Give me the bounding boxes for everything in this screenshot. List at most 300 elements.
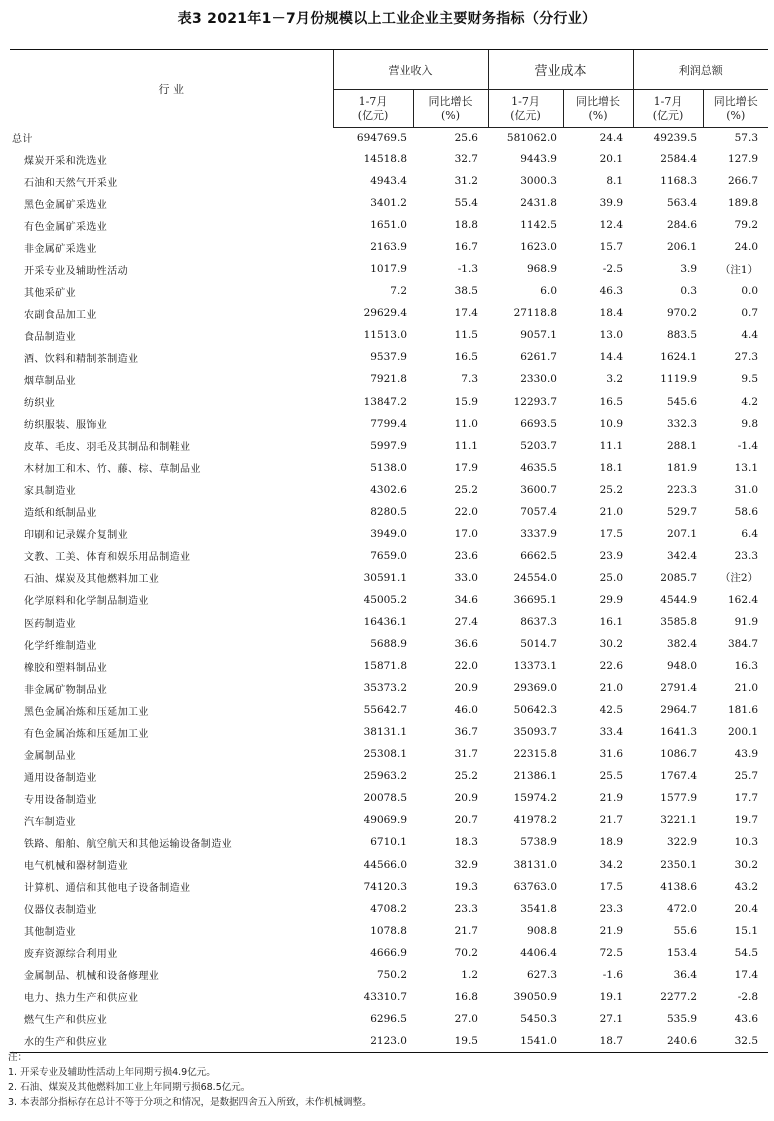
cost-value: 581062.0 xyxy=(506,132,557,144)
cost-value: 9057.1 xyxy=(520,329,557,342)
cost-growth: 23.3 xyxy=(599,902,624,915)
cost-growth: 18.1 xyxy=(599,461,624,474)
profit-value: 2350.1 xyxy=(660,858,698,871)
profit-value: 342.4 xyxy=(666,549,698,562)
profit-growth: 17.4 xyxy=(734,968,759,981)
revenue-value: 6710.1 xyxy=(370,836,407,849)
financial-indicators-table xyxy=(10,49,768,1053)
industry-name: 石油和天然气开采业 xyxy=(24,177,118,189)
revenue-value: 4666.9 xyxy=(370,946,407,959)
revenue-value: 35373.2 xyxy=(363,682,407,695)
revenue-growth: 17.9 xyxy=(454,461,478,474)
cost-value: 15974.2 xyxy=(513,792,557,805)
profit-growth: 10.3 xyxy=(734,836,759,849)
industry-name: 石油、煤炭及其他燃料加工业 xyxy=(24,574,160,586)
profit-growth: 9.5 xyxy=(741,373,759,386)
industry-name: 燃气生产和供应业 xyxy=(24,1015,108,1027)
revenue-growth: 23.6 xyxy=(454,549,478,562)
table-row xyxy=(10,633,768,655)
revenue-group-header: 营业收入 xyxy=(333,50,488,90)
revenue-growth: 16.7 xyxy=(454,241,478,254)
industry-name: 印刷和记录媒介复制业 xyxy=(24,530,128,542)
cost-value: 968.9 xyxy=(526,263,557,276)
table-row xyxy=(10,1008,768,1030)
profit-growth: 17.7 xyxy=(734,792,759,805)
cost-growth: 14.4 xyxy=(599,351,624,364)
revenue-growth: 32.9 xyxy=(454,858,478,871)
revenue-growth: 11.5 xyxy=(454,329,478,342)
table-row xyxy=(10,854,768,876)
table-row xyxy=(10,523,768,545)
revenue-growth: 11.0 xyxy=(454,417,478,430)
cost-value: 3000.3 xyxy=(520,175,557,188)
cost-value: 3600.7 xyxy=(520,483,557,496)
table-title: 表3 2021年1－7月份规模以上工业企业主要财务指标（分行业） xyxy=(177,11,597,27)
profit-growth: 4.2 xyxy=(741,395,759,408)
table-row xyxy=(10,280,768,302)
revenue-value: 9537.9 xyxy=(370,351,407,364)
profit-growth: 181.6 xyxy=(727,704,759,717)
revenue-growth: 38.5 xyxy=(454,285,478,298)
industry-name: 木材加工和木、竹、藤、棕、草制品业 xyxy=(24,464,201,476)
revenue-value: 3401.2 xyxy=(370,197,407,210)
cost-value: 22315.8 xyxy=(513,748,557,761)
industry-name: 非金属矿采选业 xyxy=(24,243,97,255)
table-row xyxy=(10,236,768,258)
profit-value: 2277.2 xyxy=(660,990,698,1003)
profit-value: 1119.9 xyxy=(660,373,698,386)
cost-value: 8637.3 xyxy=(520,616,557,628)
revenue-growth: 22.0 xyxy=(454,660,478,673)
profit-value: 472.0 xyxy=(666,902,698,915)
cost-growth: 3.2 xyxy=(606,373,624,386)
revenue-growth: 20.9 xyxy=(454,792,478,805)
industry-name: 总计 xyxy=(12,134,33,146)
cost-value: 7057.4 xyxy=(520,505,557,518)
table-row xyxy=(10,920,768,942)
cost-growth: 25.2 xyxy=(599,483,624,496)
profit-value: 322.9 xyxy=(666,836,698,849)
cost-growth: 18.9 xyxy=(599,836,624,849)
profit-growth: 91.9 xyxy=(734,616,759,628)
cost-growth: 21.9 xyxy=(599,792,624,805)
cost-growth: -2.5 xyxy=(602,263,624,276)
profit-growth: 0.0 xyxy=(741,285,759,298)
cost-value: 9443.9 xyxy=(520,153,557,166)
revenue-value: 11513.0 xyxy=(363,329,407,342)
profit-value: 535.9 xyxy=(666,1012,698,1025)
profit-growth: 27.3 xyxy=(734,351,759,364)
industry-name: 纺织业 xyxy=(24,398,56,410)
industry-name: 专用设备制造业 xyxy=(24,794,97,806)
cost-value: 6.0 xyxy=(540,285,557,298)
profit-growth: 6.4 xyxy=(741,527,759,540)
revenue-growth: 20.7 xyxy=(454,814,478,827)
revenue-value: 45005.2 xyxy=(363,593,407,606)
profit-growth: 43.6 xyxy=(734,1012,759,1025)
revenue-value: 694769.5 xyxy=(356,132,407,144)
cost-value: 3337.9 xyxy=(520,527,557,540)
profit-growth: 43.2 xyxy=(734,880,759,893)
cost-value: 27118.8 xyxy=(513,307,557,320)
revenue-growth: 17.0 xyxy=(454,527,478,540)
profit-value: 288.1 xyxy=(666,439,698,452)
profit-value: 3585.8 xyxy=(660,616,698,628)
profit-value: 1767.4 xyxy=(660,770,698,783)
revenue-value: 7659.0 xyxy=(370,549,407,562)
cost-value: 3541.8 xyxy=(520,902,557,915)
revenue-growth: 25.2 xyxy=(454,770,478,783)
industry-name: 金属制品业 xyxy=(24,750,76,762)
industry-name: 橡胶和塑料制品业 xyxy=(24,662,108,674)
profit-growth: 266.7 xyxy=(727,175,759,188)
profit-value: 181.9 xyxy=(666,461,698,474)
revenue-value: 7799.4 xyxy=(370,417,407,430)
revenue-value: 55642.7 xyxy=(363,704,407,717)
cost-growth: 25.5 xyxy=(599,770,624,783)
profit-value: 2085.7 xyxy=(660,571,698,584)
profit-growth: （注1） xyxy=(719,263,759,276)
industry-name: 皮革、毛皮、羽毛及其制品和制鞋业 xyxy=(24,442,191,454)
table-row xyxy=(10,258,768,280)
cost-growth: 21.9 xyxy=(599,924,624,937)
revenue-period-header: 1-7月 (亿元) xyxy=(333,90,413,128)
profit-growth: 32.5 xyxy=(703,1030,768,1053)
cost-growth: 21.7 xyxy=(599,814,624,827)
cost-value: 36695.1 xyxy=(513,593,557,606)
profit-value: 55.6 xyxy=(673,924,698,937)
profit-growth: 189.8 xyxy=(727,197,759,210)
revenue-growth: 46.0 xyxy=(454,704,478,717)
table-row xyxy=(10,545,768,567)
revenue-growth: 36.7 xyxy=(454,726,478,739)
revenue-growth: 18.3 xyxy=(454,836,478,849)
industry-name: 文教、工美、体育和娱乐用品制造业 xyxy=(24,552,191,564)
industry-name: 开采专业及辅助性活动 xyxy=(24,265,128,277)
cost-growth: 46.3 xyxy=(599,285,624,298)
cost-growth: 13.0 xyxy=(599,329,624,342)
cost-value: 627.3 xyxy=(526,968,557,981)
revenue-growth: 22.0 xyxy=(454,505,478,518)
table-row xyxy=(10,435,768,457)
table-row xyxy=(10,501,768,523)
table-row xyxy=(10,831,768,853)
revenue-growth: 32.7 xyxy=(454,153,478,166)
table-row xyxy=(10,699,768,721)
profit-growth: 54.5 xyxy=(734,946,759,959)
cost-growth: 11.1 xyxy=(599,439,624,452)
revenue-growth: 34.6 xyxy=(454,593,478,606)
cost-value: 24554.0 xyxy=(513,571,557,584)
cost-value: 39050.9 xyxy=(513,990,557,1003)
cost-growth: 18.4 xyxy=(599,307,624,320)
table-row xyxy=(10,986,768,1008)
revenue-value: 49069.9 xyxy=(363,814,407,827)
cost-value: 6662.5 xyxy=(520,549,557,562)
industry-name: 有色金属冶炼和压延加工业 xyxy=(24,728,149,740)
revenue-value: 13847.2 xyxy=(363,395,407,408)
footnote-line: 注： xyxy=(8,1052,28,1063)
profit-value: 382.4 xyxy=(666,638,698,651)
profit-value: 223.3 xyxy=(666,483,698,496)
industry-name: 酒、饮料和精制茶制造业 xyxy=(24,353,139,365)
cost-growth: 31.6 xyxy=(599,748,624,761)
cost-value: 5738.9 xyxy=(520,836,557,849)
revenue-value: 2123.0 xyxy=(333,1030,413,1053)
revenue-value: 30591.1 xyxy=(363,571,407,584)
table-row xyxy=(10,302,768,324)
revenue-value: 25308.1 xyxy=(363,748,407,761)
profit-value: 970.2 xyxy=(666,307,698,320)
cost-value: 5450.3 xyxy=(520,1012,557,1025)
cost-growth: -1.6 xyxy=(602,968,624,981)
revenue-growth: 23.3 xyxy=(454,902,478,915)
profit-growth-header: 同比增长 (%) xyxy=(703,90,768,128)
industry-name: 电气机械和器材制造业 xyxy=(24,861,128,873)
cost-growth: 8.1 xyxy=(606,175,624,188)
profit-value: 1086.7 xyxy=(660,748,698,761)
profit-value: 4138.6 xyxy=(660,880,698,893)
revenue-value: 38131.1 xyxy=(363,726,407,739)
footnotes xyxy=(8,1050,372,1110)
cost-value: 35093.7 xyxy=(513,726,557,739)
profit-value: 529.7 xyxy=(666,505,698,518)
revenue-value: 7.2 xyxy=(390,285,407,298)
cost-growth: 12.4 xyxy=(599,219,624,232)
profit-growth: -1.4 xyxy=(737,439,759,452)
revenue-growth: 31.7 xyxy=(454,748,478,761)
revenue-growth: 19.3 xyxy=(454,880,478,893)
profit-growth: 200.1 xyxy=(727,726,759,739)
table-row xyxy=(10,391,768,413)
footnote-line: 1. 开采专业及辅助性活动上年同期亏损4.9亿元。 xyxy=(8,1067,216,1078)
revenue-value: 29629.4 xyxy=(363,307,407,320)
profit-value: 2791.4 xyxy=(660,682,698,695)
profit-growth: 79.2 xyxy=(734,219,759,232)
revenue-value: 8280.5 xyxy=(370,505,407,518)
industry-name: 电力、热力生产和供应业 xyxy=(24,993,139,1005)
revenue-value: 25963.2 xyxy=(363,770,407,783)
table-row xyxy=(10,192,768,214)
profit-value: 36.4 xyxy=(673,968,698,981)
industry-name: 烟草制品业 xyxy=(24,375,76,387)
cost-growth: 30.2 xyxy=(599,638,624,651)
revenue-value: 1651.0 xyxy=(370,219,407,232)
revenue-growth: 7.3 xyxy=(461,373,478,386)
profit-value: 4544.9 xyxy=(660,593,698,606)
table-row xyxy=(10,368,768,390)
cost-value: 63763.0 xyxy=(513,880,557,893)
profit-growth: 30.2 xyxy=(734,858,759,871)
cost-value: 38131.0 xyxy=(513,858,557,871)
revenue-growth: 15.9 xyxy=(454,395,478,408)
table-row xyxy=(10,765,768,787)
profit-growth: 57.3 xyxy=(734,132,759,144)
footnote-line: 2. 石油、煤炭及其他燃料加工业上年同期亏损68.5亿元。 xyxy=(8,1082,251,1093)
profit-value: 207.1 xyxy=(666,527,698,540)
industry-name: 造纸和纸制品业 xyxy=(24,508,97,520)
profit-growth: 19.7 xyxy=(734,814,759,827)
revenue-value: 7921.8 xyxy=(370,373,407,386)
profit-group-header: 利润总额 xyxy=(633,50,768,90)
revenue-growth: 20.9 xyxy=(454,682,478,695)
revenue-growth: 27.0 xyxy=(454,1012,478,1025)
cost-growth: 25.0 xyxy=(599,571,624,584)
profit-value: 1577.9 xyxy=(660,792,698,805)
profit-value: 332.3 xyxy=(666,417,698,430)
industry-name: 非金属矿物制品业 xyxy=(24,684,108,696)
table-row xyxy=(10,170,768,192)
industry-name: 计算机、通信和其他电子设备制造业 xyxy=(24,883,191,895)
cost-value: 13373.1 xyxy=(513,660,557,673)
cost-growth: 17.5 xyxy=(599,880,624,893)
profit-growth: 24.0 xyxy=(734,241,759,254)
revenue-growth: 16.5 xyxy=(454,351,478,364)
table-row xyxy=(10,148,768,170)
profit-growth: 4.4 xyxy=(741,329,759,342)
industry-name: 纺织服装、服饰业 xyxy=(24,420,108,432)
profit-value: 1641.3 xyxy=(660,726,698,739)
industry-name: 其他制造业 xyxy=(24,927,76,939)
cost-growth: 29.9 xyxy=(599,593,624,606)
revenue-growth: 21.7 xyxy=(454,924,478,937)
profit-growth: 31.0 xyxy=(734,483,759,496)
industry-name: 仪器仪表制造业 xyxy=(24,905,97,917)
profit-value: 0.3 xyxy=(680,285,698,298)
industry-name: 有色金属矿采选业 xyxy=(24,221,108,233)
industry-name: 家具制造业 xyxy=(24,486,76,498)
industry-name: 化学原料和化学制品制造业 xyxy=(24,596,149,608)
cost-value: 29369.0 xyxy=(513,682,557,695)
profit-value: 3.9 xyxy=(680,263,698,276)
cost-growth-header: 同比增长 (%) xyxy=(563,90,633,128)
profit-value: 49239.5 xyxy=(653,132,698,144)
cost-growth: 17.5 xyxy=(599,527,624,540)
profit-value: 240.6 xyxy=(633,1030,703,1053)
cost-growth: 18.7 xyxy=(563,1030,633,1053)
cost-value: 50642.3 xyxy=(513,704,557,717)
profit-growth: 127.9 xyxy=(727,153,759,166)
revenue-value: 15871.8 xyxy=(363,660,407,673)
cost-value: 2330.0 xyxy=(520,373,557,386)
revenue-growth: 55.4 xyxy=(454,197,478,210)
revenue-value: 20078.5 xyxy=(363,792,407,805)
profit-value: 1168.3 xyxy=(660,175,698,188)
revenue-value: 3949.0 xyxy=(370,527,407,540)
revenue-value: 43310.7 xyxy=(363,990,407,1003)
industry-name: 医药制造业 xyxy=(24,618,76,630)
table-row xyxy=(10,346,768,368)
industry-name: 煤炭开采和洗选业 xyxy=(24,155,108,167)
industry-name: 化学纤维制造业 xyxy=(24,640,97,652)
table-row xyxy=(10,567,768,589)
revenue-value: 1017.9 xyxy=(370,263,407,276)
table-row xyxy=(10,964,768,986)
profit-value: 3221.1 xyxy=(660,814,698,827)
profit-growth: 15.1 xyxy=(734,924,759,937)
industry-name: 铁路、船舶、航空航天和其他运输设备制造业 xyxy=(24,838,232,850)
profit-value: 883.5 xyxy=(666,329,698,342)
industry-name: 汽车制造业 xyxy=(24,816,76,828)
table-row xyxy=(10,655,768,677)
cost-growth: 21.0 xyxy=(599,682,624,695)
cost-period-header: 1-7月 (亿元) xyxy=(488,90,563,128)
profit-growth: 16.3 xyxy=(734,660,759,673)
profit-growth: 43.9 xyxy=(734,748,759,761)
table-row xyxy=(10,324,768,346)
profit-growth: 58.6 xyxy=(734,505,759,518)
profit-growth: （注2） xyxy=(719,572,759,585)
table-row xyxy=(10,677,768,699)
revenue-value: 750.2 xyxy=(376,968,407,981)
cost-growth: 34.2 xyxy=(599,858,624,871)
table-row xyxy=(10,479,768,501)
cost-value: 1623.0 xyxy=(520,241,557,254)
revenue-growth: 70.2 xyxy=(454,946,478,959)
revenue-growth: 11.1 xyxy=(454,439,478,452)
cost-growth: 10.9 xyxy=(599,417,624,430)
cost-growth: 15.7 xyxy=(599,241,624,254)
cost-growth: 19.1 xyxy=(599,990,624,1003)
cost-growth: 21.0 xyxy=(599,505,624,518)
table-row xyxy=(10,413,768,435)
cost-growth: 72.5 xyxy=(599,946,624,959)
cost-value: 1541.0 xyxy=(488,1030,563,1053)
table-row xyxy=(10,743,768,765)
profit-growth: 384.7 xyxy=(727,638,759,651)
revenue-growth: 16.8 xyxy=(454,990,478,1003)
table-row xyxy=(10,787,768,809)
revenue-value: 2163.9 xyxy=(370,241,407,254)
revenue-value: 5997.9 xyxy=(370,439,407,452)
cost-value: 4406.4 xyxy=(520,946,557,959)
profit-growth: 23.3 xyxy=(734,549,759,562)
profit-value: 563.4 xyxy=(666,197,698,210)
industry-column-header: 行 业 xyxy=(10,50,333,128)
revenue-growth: 31.2 xyxy=(454,175,478,188)
table-row xyxy=(10,942,768,964)
profit-value: 1624.1 xyxy=(660,351,698,364)
cost-value: 6693.5 xyxy=(520,417,557,430)
revenue-value: 74120.3 xyxy=(363,880,407,893)
profit-growth: 20.4 xyxy=(734,902,759,915)
revenue-value: 14518.8 xyxy=(363,153,407,166)
profit-value: 948.0 xyxy=(666,660,698,673)
cost-growth: 20.1 xyxy=(599,153,624,166)
table-body xyxy=(10,128,768,1053)
revenue-growth: 17.4 xyxy=(454,307,478,320)
revenue-growth: -1.3 xyxy=(457,263,478,276)
revenue-value: 4302.6 xyxy=(370,483,407,496)
revenue-growth-header: 同比增长 (%) xyxy=(413,90,488,128)
cost-value: 6261.7 xyxy=(520,351,557,364)
table-row xyxy=(10,214,768,236)
cost-group-header: 营业成本 xyxy=(488,50,633,90)
revenue-value: 44566.0 xyxy=(363,858,407,871)
industry-name: 其他采矿业 xyxy=(24,287,76,299)
cost-value: 5014.7 xyxy=(520,638,557,651)
footnote-line: 3. 本表部分指标存在总计不等于分项之和情况，是数据四舍五入所致，未作机械调整。 xyxy=(8,1097,372,1108)
industry-name: 黑色金属冶炼和压延加工业 xyxy=(24,706,149,718)
table-row xyxy=(10,589,768,611)
revenue-growth: 27.4 xyxy=(454,616,478,628)
revenue-growth: 1.2 xyxy=(461,968,478,981)
industry-name: 金属制品、机械和设备修理业 xyxy=(24,971,160,983)
profit-value: 545.6 xyxy=(666,395,698,408)
profit-growth: 162.4 xyxy=(727,593,759,606)
profit-value: 284.6 xyxy=(666,219,698,232)
profit-value: 206.1 xyxy=(666,241,698,254)
